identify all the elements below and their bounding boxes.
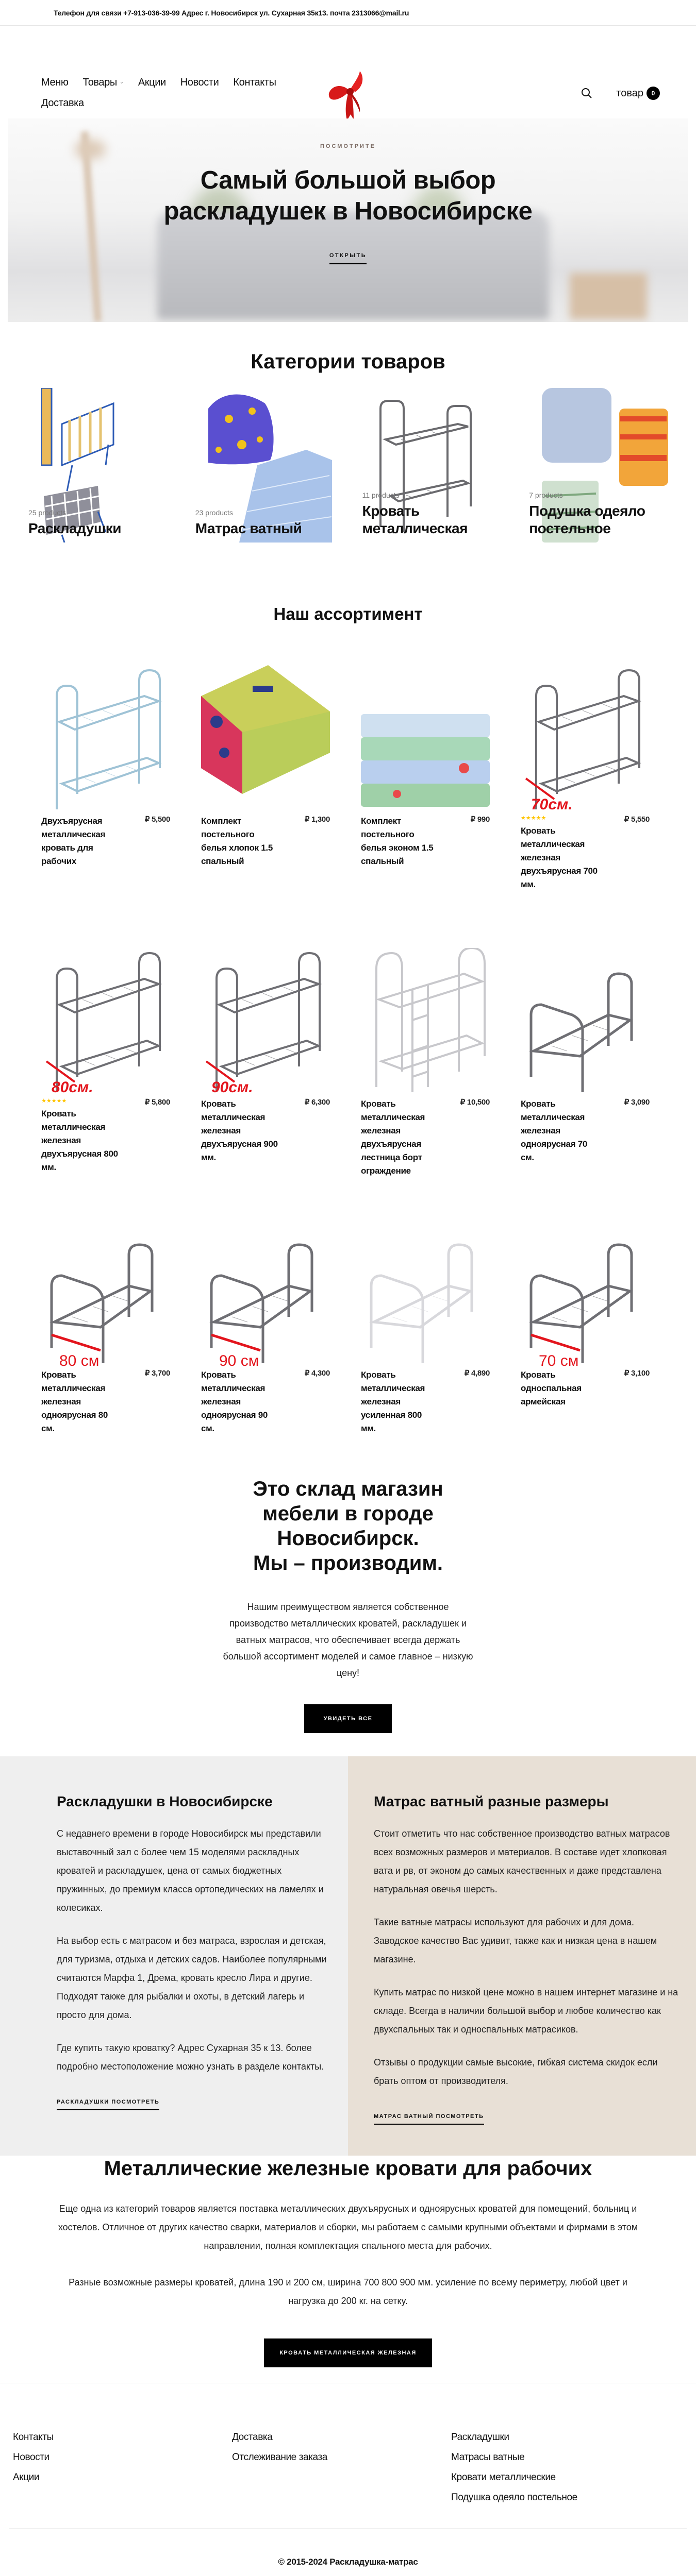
product-info — [521, 815, 650, 891]
product-name[interactable]: Кровать металлическая железная двухъярусная 900 мм. — [201, 1099, 278, 1162]
size-label: 90 см — [219, 1352, 259, 1368]
mattress-title: Матрас ватный разные размеры — [374, 1793, 609, 1809]
product-name[interactable]: Кровать металлическая железная двухъярусная 800 мм. — [41, 1109, 118, 1172]
footer-col-info — [13, 2427, 232, 2507]
category-name: Кровать металлическая — [362, 503, 468, 536]
product-name[interactable]: Двухъярусная металлическая кровать для рабочих — [41, 816, 106, 866]
footer-links — [0, 2383, 696, 2507]
product-info — [521, 1368, 650, 1409]
nav-label: Товары — [82, 77, 117, 88]
assortment-title: Наш ассортимент — [273, 604, 423, 623]
product-price: ₽ 5,800 — [144, 1098, 170, 1107]
rating-stars-icon: ★★★★★ — [521, 815, 546, 821]
warehouse-title-line: Это склад магазин — [253, 1478, 443, 1500]
category-card-mattress[interactable] — [195, 388, 334, 543]
product-price: ₽ 4,890 — [464, 1369, 490, 1378]
product-image[interactable] — [41, 645, 170, 815]
category-text — [529, 491, 668, 537]
product-name[interactable]: Кровать металлическая железная одноярусная 80 см. — [41, 1370, 108, 1433]
product-name[interactable]: Кровать металлическая железная двухъярусная лестница борт ограждение — [361, 1099, 425, 1176]
cart-label: товар — [616, 87, 643, 99]
product-price: ₽ 4,300 — [304, 1369, 330, 1378]
workers-title: Металлические железные кровати для рабочих — [104, 2157, 592, 2180]
categories-grid — [0, 388, 696, 543]
product-card[interactable] — [361, 948, 521, 1178]
product-card[interactable] — [201, 948, 361, 1178]
cart-count-badge: 0 — [647, 87, 660, 100]
product-card[interactable] — [521, 1219, 681, 1435]
product-price: ₽ 3,700 — [144, 1369, 170, 1378]
footer-link-mattresses[interactable]: Матрасы ватные — [451, 2452, 525, 2463]
size-label: 90см. — [211, 1079, 253, 1096]
product-info — [361, 1097, 490, 1178]
product-price: ₽ 990 — [470, 815, 490, 824]
product-text — [361, 815, 438, 868]
product-text — [361, 1368, 438, 1435]
product-card[interactable] — [361, 645, 521, 891]
nav-news[interactable] — [180, 72, 219, 93]
nav-label: Контакты — [233, 77, 276, 88]
product-card[interactable] — [201, 645, 361, 891]
product-name[interactable]: Комплект постельного белья хлопок 1.5 спальный — [201, 816, 273, 866]
product-info — [41, 1368, 170, 1435]
product-text — [361, 1097, 438, 1178]
info-columns — [0, 1756, 696, 2156]
footer-col-categories — [451, 2427, 670, 2507]
product-image[interactable] — [521, 1219, 650, 1368]
product-text — [521, 1097, 598, 1164]
footer-link-order-tracking[interactable]: Отслеживание заказа — [232, 2452, 327, 2463]
product-image[interactable] — [361, 948, 490, 1097]
product-info — [41, 1097, 170, 1174]
folding-beds-info — [0, 1756, 348, 2156]
category-card-folding-beds[interactable] — [28, 388, 167, 543]
category-count: 23 products — [195, 509, 233, 517]
product-price: ₽ 3,100 — [624, 1369, 650, 1378]
warehouse-title — [0, 1477, 696, 1575]
size-label: 70см. — [531, 796, 573, 813]
product-text — [201, 1097, 278, 1164]
hero-banner — [8, 118, 688, 322]
hero-content — [8, 118, 688, 322]
size-label: 70 см — [539, 1352, 579, 1368]
footer-link-bedding[interactable]: Подушка одеяло постельное — [451, 2492, 577, 2503]
mattress-paragraph: Отзывы о продукции самые высокие, гибкая система скидок если брать оптом от производителя. — [374, 2057, 658, 2086]
product-image[interactable] — [521, 948, 650, 1097]
warehouse-section — [0, 1477, 696, 1733]
product-image[interactable] — [361, 645, 490, 815]
top-contact-bar — [0, 0, 696, 26]
folding-beds-view-link[interactable]: РАСКЛАДУШКИ ПОСМОТРЕТЬ — [57, 2099, 159, 2110]
product-info — [201, 1097, 330, 1164]
nav-products[interactable] — [82, 72, 123, 93]
category-text — [28, 509, 121, 537]
category-name: Подушка одеяло постельное — [529, 503, 645, 536]
footer-col-service — [232, 2427, 451, 2507]
cart-button[interactable] — [616, 87, 660, 100]
product-name[interactable]: Кровать металлическая железная усиленная 800 мм. — [361, 1370, 425, 1433]
product-name[interactable]: Кровать односпальная армейская — [521, 1370, 582, 1406]
product-grid — [0, 645, 696, 1435]
product-card[interactable] — [41, 948, 201, 1178]
nav-contacts[interactable] — [233, 72, 276, 93]
product-text — [41, 1097, 119, 1174]
product-info — [201, 815, 330, 868]
product-price: ₽ 3,090 — [624, 1098, 650, 1107]
category-text — [362, 491, 501, 537]
product-info — [521, 1097, 650, 1164]
category-name: Раскладушки — [28, 520, 121, 536]
size-label: 80см. — [52, 1079, 93, 1096]
category-count: 25 products — [28, 509, 67, 517]
product-image[interactable] — [361, 1219, 490, 1368]
mattress-paragraph: Такие ватные матрасы используют для рабочих и для дома. Заводское качество Вас удивит, также как и низкая цена в нашем магазине. — [374, 1917, 657, 1964]
product-text — [41, 1368, 119, 1435]
product-price: ₽ 5,550 — [624, 815, 650, 824]
product-text — [201, 815, 278, 868]
folding-beds-title: Раскладушки в Новосибирске — [57, 1793, 273, 1809]
rating-stars-icon: ★★★★★ — [41, 1098, 67, 1104]
category-card-metal-bed[interactable] — [362, 388, 501, 543]
header-actions — [581, 87, 660, 100]
hero-title — [8, 165, 688, 227]
footer-link-folding-beds[interactable]: Раскладушки — [451, 2432, 509, 2443]
product-text — [521, 1368, 598, 1409]
copyright: © 2015-2024 Раскладушка-матрас — [278, 2557, 418, 2567]
footer-divider — [9, 2528, 687, 2529]
product-name[interactable]: Кровать металлическая железная двухъярусная 700 мм. — [521, 826, 598, 889]
folding-beds-paragraph: Где купить такую кроватку? Адрес Сухарная 35 к 13. более подробно местоположение можно узнать в разделе контакты. — [57, 2043, 324, 2072]
nav-label: Новости — [180, 77, 219, 88]
size-label: 80 см — [59, 1352, 100, 1368]
product-text — [201, 1368, 278, 1435]
warehouse-title-line: Мы – производим. — [253, 1552, 443, 1574]
product-image[interactable] — [41, 1219, 170, 1368]
product-name[interactable]: Кровать металлическая железная одноярусная 70 см. — [521, 1099, 588, 1162]
site-header — [0, 26, 696, 118]
product-card[interactable] — [361, 1219, 521, 1435]
nav-label: Доставка — [41, 97, 84, 109]
product-price: ₽ 5,500 — [144, 815, 170, 824]
category-text — [195, 509, 302, 537]
nav-promotions[interactable] — [138, 72, 166, 93]
footer-link-metal-beds[interactable]: Кровати металлические — [451, 2472, 556, 2483]
product-text — [41, 815, 119, 868]
product-card[interactable] — [41, 645, 201, 891]
product-info — [361, 1368, 490, 1435]
hero-title-line: Самый большой выбор — [200, 166, 496, 194]
product-text — [521, 815, 598, 891]
nav-menu[interactable] — [41, 72, 68, 93]
product-image[interactable] — [201, 645, 330, 815]
mattress-paragraph: Стоит отметить что нас собственное производство ватных матрасов всех возможных размеров и материалов. В составе идет хлопковая вата и рв, от эконом до самых качественных и даже представлена натуральная овечья шерсть. — [374, 1828, 670, 1894]
footer-link-contacts[interactable]: Контакты — [13, 2432, 54, 2443]
footer-link-delivery[interactable]: Доставка — [232, 2432, 273, 2443]
product-image[interactable] — [201, 948, 330, 1097]
footer-link-promotions[interactable]: Акции — [13, 2472, 40, 2483]
chevron-down-icon: ⌄ — [119, 79, 124, 85]
nav-delivery[interactable] — [41, 93, 84, 113]
hero-open-link[interactable]: ОТКРЫТЬ — [329, 252, 367, 264]
product-card[interactable] — [201, 1219, 361, 1435]
main-nav — [41, 72, 299, 113]
product-name[interactable]: Кровать металлическая железная одноярусная 90 см. — [201, 1370, 268, 1433]
site-footer — [0, 2383, 696, 2567]
hero-title-line: раскладушек в Новосибирске — [163, 197, 533, 225]
category-card-bedding[interactable] — [529, 388, 668, 543]
warehouse-title-line: Новосибирск. — [277, 1527, 419, 1550]
see-all-button[interactable]: УВИДЕТЬ ВСЕ — [304, 1704, 392, 1733]
workers-beds-section — [0, 2156, 696, 2367]
warehouse-title-line: мебели в городе — [262, 1502, 434, 1525]
nav-label: Меню — [41, 77, 69, 88]
workers-paragraph: Разные возможные размеры кроватей, длина 190 и 200 см, ширина 700 800 900 мм. усиление по всему периметру, любой цвет и нагрузка до 200 кг. на сетку. — [69, 2277, 627, 2306]
product-price: ₽ 6,300 — [304, 1098, 330, 1107]
warehouse-text: Нашим преимуществом является собственное производство металлических кроватей, раскладушек и ватных матрасов, что обеспечивает всегда держать большой ассортимент моделей и самое главное – низкую цену! — [223, 1602, 473, 1678]
search-icon[interactable] — [581, 87, 593, 99]
metal-bed-button[interactable]: КРОВАТЬ МЕТАЛЛИЧЕСКАЯ ЖЕЛЕЗНАЯ — [264, 2338, 432, 2367]
category-count: 11 products — [362, 491, 400, 499]
product-image[interactable] — [521, 645, 650, 815]
product-card[interactable] — [521, 948, 681, 1178]
mattress-view-link[interactable]: МАТРАС ВАТНЫЙ ПОСМОТРЕТЬ — [374, 2113, 484, 2125]
folding-beds-paragraph: С недавнего времени в городе Новосибирск мы представили выставочный зал с более чем 15 моделями раскладных кроватей и раскладушек, цена от самых бюджетных пружинных, до премиум класса ортопедических на ламелях и колесиках. — [57, 1828, 324, 1913]
product-price: ₽ 10,500 — [460, 1098, 490, 1107]
mattress-paragraph: Купить матрас по низкой цене можно в нашем интернет магазине и на складе. Всегда в наличии большой выбор и любое количество как двухспальных так и односпальных матрасиков. — [374, 1987, 678, 2035]
category-name: Матрас ватный — [195, 520, 302, 536]
product-info — [41, 815, 170, 868]
footer-link-news[interactable]: Новости — [13, 2452, 49, 2463]
contact-info: Телефон для связи +7-913-036-39-99 Адрес г. Новосибирск ул. Сухарная 35к13. почта 2313066@mail.ru — [54, 8, 409, 17]
product-info — [361, 815, 490, 868]
product-card[interactable] — [41, 1219, 201, 1435]
product-name[interactable]: Комплект постельного белья эконом 1.5 спальный — [361, 816, 434, 866]
product-info — [201, 1368, 330, 1435]
hero-eyebrow: ПОСМОТРИТЕ — [320, 143, 376, 149]
folding-beds-paragraph: На выбор есть с матрасом и без матраса, взрослая и детская, для туризма, отдыха и детских садов. Наиболее популярными считаются Марфа 1, Дрема, кровать кресло Лира и другие. Подходят также для рыбалки и охоты, в детский лагерь и просто для дома. — [57, 1936, 327, 2020]
product-price: ₽ 1,300 — [304, 815, 330, 824]
categories-title: Категории товаров — [251, 350, 445, 373]
product-image[interactable] — [201, 1219, 330, 1368]
mattress-info — [348, 1756, 696, 2156]
product-image[interactable] — [41, 948, 170, 1097]
workers-paragraph: Еще одна из категорий товаров является поставка металлических двухъярусных и одноярусных кроватей для помещений, больниц и хостелов. Отличное от других качество сварки, материалов и сборки, мы работаем с самыми крупными объектами и фирмами в этом направлении, полная комплектация спального места для рабочих. — [58, 2204, 638, 2251]
nav-label: Акции — [138, 77, 166, 88]
product-card[interactable] — [521, 645, 681, 891]
logo-red-bow-icon[interactable] — [324, 70, 375, 122]
category-count: 7 products — [529, 491, 563, 499]
